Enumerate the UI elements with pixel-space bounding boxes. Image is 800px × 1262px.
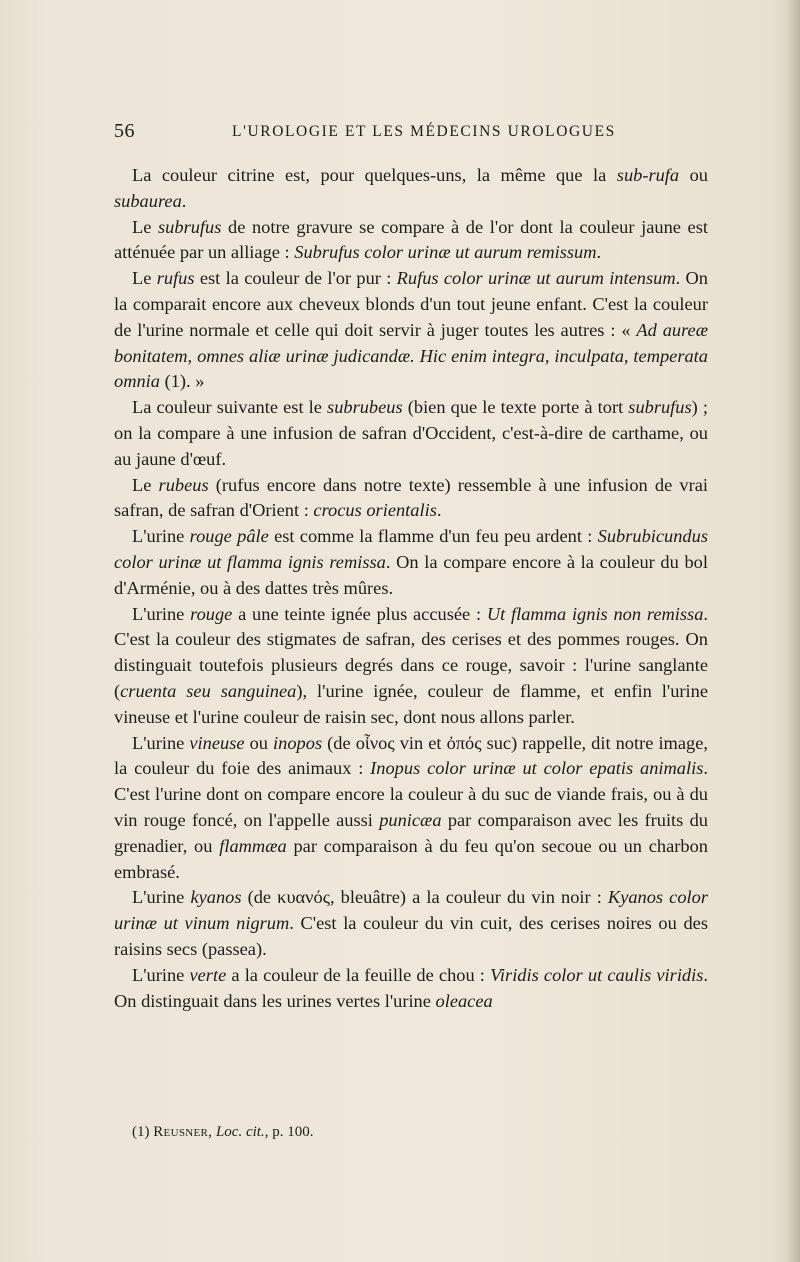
paragraph [114, 963, 708, 1015]
footnote-page: , p. 100. [264, 1124, 314, 1140]
text-run: . C'est la couleur du vin cuit, des cerises noires ou des raisins secs (passea). [114, 913, 708, 959]
italic-text: Inopus color urinæ ut color epatis animalis [370, 758, 704, 779]
footnote-marker: (1) [132, 1124, 150, 1140]
text-run: (de κυανός, bleuâtre) a la couleur du vin noir : [241, 887, 608, 908]
text-run: par comparaison à du feu qu'on secoue ou un charbon embrasé. [114, 835, 708, 882]
page-number: 56 [114, 120, 135, 142]
italic-text: rouge pâle [189, 526, 269, 547]
italic-text: Subrufus color urinæ ut aurum remissum [294, 242, 597, 263]
italic-text: verte [189, 964, 227, 985]
text-run: L'urine [132, 732, 190, 753]
body-text [114, 163, 708, 1014]
running-head: L'UROLOGIE ET LES MÉDECINS UROLOGUES [232, 123, 616, 140]
text-run: . [596, 242, 602, 263]
page-header [114, 120, 708, 148]
italic-text: oleacea [435, 990, 493, 1011]
paragraph [114, 215, 708, 267]
italic-text: subaurea [114, 190, 182, 211]
text-run: L'urine [132, 964, 190, 985]
text-run: ou [244, 732, 274, 753]
paragraph [114, 266, 708, 395]
text-run: La couleur suivante est le [132, 397, 328, 418]
italic-text: rufus [156, 268, 195, 289]
italic-text: flammæa [219, 835, 287, 856]
text-run: est la couleur de l'or pur : [194, 268, 397, 289]
text-run: . On la comparait encore aux cheveux blonds d'un tout jeune enfant. C'est la couleur de l'urine normale et celle qui doit servir à juger toutes les autres : « [114, 268, 708, 340]
text-run: L'urine [132, 887, 191, 908]
text-run: a une teinte ignée plus accusée : [232, 603, 487, 624]
text-run: . C'est l'urine dont on compare encore la couleur à du suc de viande frais, ou à du vin rouge foncé, on l'appelle aussi [114, 758, 708, 830]
text-run: a la couleur de la feuille de chou : [226, 964, 491, 985]
text-run: . [181, 190, 187, 211]
text-run: (bien que le texte porte à tort [402, 397, 629, 418]
italic-text: vineuse [189, 732, 245, 753]
italic-text: punicæa [379, 809, 442, 830]
text-run: ou [679, 165, 708, 185]
italic-text: Subrubicundus color urinæ ut flamma ignis remissa [114, 526, 708, 572]
italic-text: Ut flamma ignis non remissa [486, 603, 704, 624]
paragraph [114, 524, 708, 601]
text-run: (rufus encore dans notre texte) ressemble à une infusion de vrai safran, de safran d'Orient : [114, 474, 708, 521]
page-edge-shadow [786, 0, 800, 1262]
italic-text: Kyanos color urinæ ut vinum nigrum [114, 887, 709, 934]
text-run: . C'est la couleur des stigmates de safran, des cerises et des pommes rouges. On distinguait toutefois plusieurs degrés dans ce rouge, savoir : l'urine sanglante ( [114, 603, 708, 701]
italic-text: subrufus [628, 397, 692, 418]
paragraph [114, 473, 708, 525]
italic-text: Ad aureæ bonitatem, omnes aliæ urinæ judicandæ. Hic enim integra, inculpata, temperata omnia [114, 319, 708, 392]
text-run: L'urine [132, 526, 190, 547]
text-run: ) ; on la compare à une infusion de safran d'Occident, c'est-à-dire de carthame, ou au jaune d'œuf. [114, 397, 708, 469]
italic-text: subrufus [158, 216, 222, 237]
paragraph [114, 395, 708, 472]
text-run: ), l'urine ignée, couleur de flamme, et enfin l'urine vineuse et l'urine couleur de raisin sec, dont nous allons parler. [114, 680, 708, 727]
italic-text: kyanos [190, 887, 242, 908]
text-run: (1). » [159, 371, 205, 392]
italic-text: sub-rufa [616, 165, 680, 185]
text-run: est comme la flamme d'un feu peu ardent : [268, 526, 598, 547]
italic-text: Rufus color urinæ ut aurum intensum [396, 268, 676, 289]
text-run: La couleur citrine est, pour quelques-uns, la même que la [132, 165, 617, 185]
italic-text: subrubeus [327, 397, 403, 418]
text-run: Le [132, 216, 159, 237]
text-run: de notre gravure se compare à de l'or dont la couleur jaune est atténuée par un alliage : [114, 216, 708, 263]
paragraph [114, 731, 708, 886]
footnote [132, 1124, 313, 1141]
paragraph [114, 163, 708, 215]
italic-text: rouge [190, 603, 233, 624]
italic-text: cruenta seu sanguinea [120, 680, 297, 701]
text-run: Le [132, 474, 159, 495]
footnote-reference: Loc. cit. [215, 1124, 265, 1140]
text-run: L'urine [132, 603, 191, 624]
text-run: . On la compare encore à la couleur du bol d'Arménie, ou à des dattes très mûres. [114, 551, 708, 598]
text-run: Le [132, 268, 157, 289]
footnote-author: Reusner, [153, 1124, 213, 1140]
text-run: par comparaison avec les fruits du grenadier, ou [114, 809, 708, 856]
text-run: . [436, 500, 442, 521]
text-run: . On distinguait dans les urines vertes l'urine [114, 964, 708, 1011]
paragraph [114, 885, 708, 962]
text-run: (de οἶνος vin et ὀπός suc) rappelle, dit notre image, la couleur du foie des animaux : [114, 732, 708, 779]
italic-text: rubeus [158, 474, 209, 495]
italic-text: Viridis color ut caulis viridis [490, 964, 704, 985]
paragraph [114, 602, 708, 731]
italic-text: crocus orientalis [313, 500, 437, 521]
italic-text: inopos [273, 732, 323, 753]
